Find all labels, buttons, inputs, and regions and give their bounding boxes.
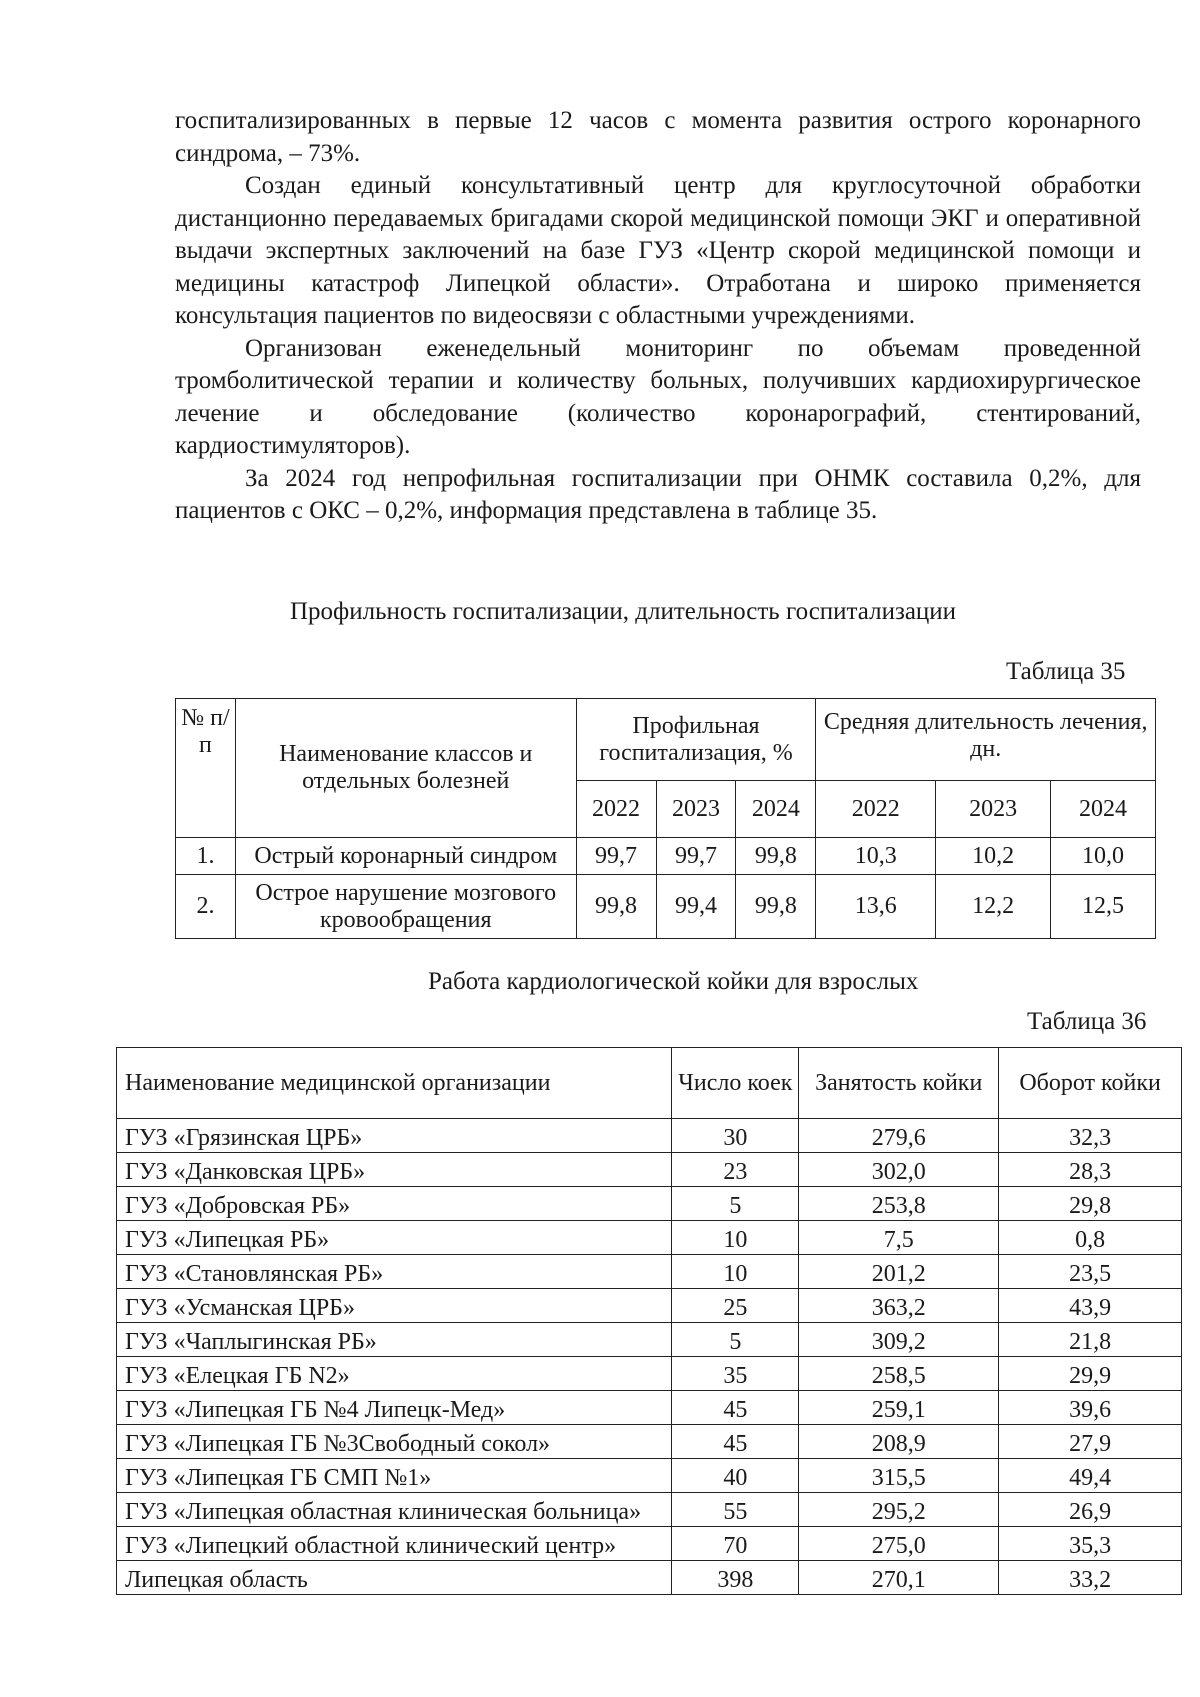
- table36-row: [117, 1255, 1182, 1289]
- table36-beds: 5: [672, 1323, 799, 1357]
- table36-occupancy: 363,2: [799, 1289, 999, 1323]
- table35-cell: 10,3: [816, 838, 936, 875]
- table36-beds: 35: [672, 1357, 799, 1391]
- table36-beds: 45: [672, 1391, 799, 1425]
- table36-occupancy: 201,2: [799, 1255, 999, 1289]
- table36-turnover: 23,5: [999, 1255, 1182, 1289]
- table36-org-name: ГУЗ «Липецкая ГБ №4 Липецк-Мед»: [117, 1391, 672, 1425]
- table35-year: 2024: [1051, 781, 1156, 838]
- table36-title: Работа кардиологической койки для взрослых: [428, 968, 919, 995]
- table35-row: [176, 875, 1156, 939]
- table36-turnover: 32,3: [999, 1119, 1182, 1153]
- table36-row: [117, 1527, 1182, 1561]
- table35-col-group-profile: Профильная госпитализация, %: [576, 699, 816, 781]
- table35-col-num: № п/п: [176, 699, 236, 838]
- table35-row-name: Острое нарушение мозгового кровообращения: [235, 875, 576, 939]
- table35-year: 2024: [736, 781, 816, 838]
- paragraph-3: Организован еженедельный мониторинг по объемам проведенной тромболитической терапии и количеству больных, получивших кардиохирургическое лечение и обследование (количество коронарографий, стентирований, кардиостимуляторов).: [175, 334, 1141, 459]
- table35-cell: 12,5: [1051, 875, 1156, 939]
- table36-row: [117, 1289, 1182, 1323]
- table36-org-name: Липецкая область: [117, 1561, 672, 1595]
- table36-turnover: 0,8: [999, 1221, 1182, 1255]
- table36-occupancy: 259,1: [799, 1391, 999, 1425]
- table35-label: Таблица 35: [1006, 658, 1126, 685]
- table36-row: [117, 1187, 1182, 1221]
- table36-row: [117, 1357, 1182, 1391]
- table36-occupancy: 309,2: [799, 1323, 999, 1357]
- table36-occupancy: 253,8: [799, 1187, 999, 1221]
- table36-header-beds: Число коек: [672, 1048, 799, 1119]
- table36-beds: 30: [672, 1119, 799, 1153]
- table36-org-name: ГУЗ «Данковская ЦРБ»: [117, 1153, 672, 1187]
- table36-header-turnover: Оборот койки: [999, 1048, 1182, 1119]
- table36-occupancy: 7,5: [799, 1221, 999, 1255]
- table36-org-name: ГУЗ «Чаплыгинская РБ»: [117, 1323, 672, 1357]
- table36-header-org: Наименование медицинской организации: [117, 1048, 672, 1119]
- table36-row: [117, 1153, 1182, 1187]
- table35-cell: 99,7: [576, 838, 656, 875]
- table36-header-row: [117, 1048, 1182, 1119]
- table36-org-name: ГУЗ «Добровская РБ»: [117, 1187, 672, 1221]
- table35-year: 2022: [816, 781, 936, 838]
- table36-turnover: 28,3: [999, 1153, 1182, 1187]
- table36-body: [117, 1048, 1182, 1595]
- table36-beds: 45: [672, 1425, 799, 1459]
- table36-row: [117, 1221, 1182, 1255]
- table36-org-name: ГУЗ «Липецкий областной клинический центр»: [117, 1527, 672, 1561]
- table36-beds: 25: [672, 1289, 799, 1323]
- table36-row: [117, 1119, 1182, 1153]
- table36-beds: 55: [672, 1493, 799, 1527]
- table36-occupancy: 258,5: [799, 1357, 999, 1391]
- table35-cell: 99,7: [656, 838, 736, 875]
- body-text: [175, 105, 1141, 528]
- table36-turnover: 43,9: [999, 1289, 1182, 1323]
- table36-org-name: ГУЗ «Липецкая областная клиническая больница»: [117, 1493, 672, 1527]
- table36-beds: 398: [672, 1561, 799, 1595]
- paragraph-4: За 2024 год непрофильная госпитализации при ОНМК составила 0,2%, для пациентов с ОКС – 0,2%, информация представлена в таблице 35.: [175, 464, 1141, 524]
- table36-turnover: 21,8: [999, 1323, 1182, 1357]
- table36-turnover: 39,6: [999, 1391, 1182, 1425]
- table35-year: 2023: [936, 781, 1051, 838]
- table36-org-name: ГУЗ «Становлянская РБ»: [117, 1255, 672, 1289]
- table36-turnover: 29,8: [999, 1187, 1182, 1221]
- table35-cell: 10,0: [1051, 838, 1156, 875]
- table36-org-name: ГУЗ «Липецкая РБ»: [117, 1221, 672, 1255]
- paragraph-2: Создан единый консультативный центр для круглосуточной обработки дистанционно передаваемых бригадами скорой медицинской помощи ЭКГ и оперативной выдачи экспертных заключений на базе ГУЗ «Центр скорой медицинской помощи и медицины катастроф Липецкой области». Отработана и широко применяется консультация пациентов по видеосвязи с областными учреждениями.: [175, 172, 1141, 329]
- table35-year: 2023: [656, 781, 736, 838]
- table36-label: Таблица 36: [1027, 1008, 1147, 1035]
- table36-org-name: ГУЗ «Усманская ЦРБ»: [117, 1289, 672, 1323]
- table35-year: 2022: [576, 781, 656, 838]
- table36-beds: 40: [672, 1459, 799, 1493]
- table35-cell: 10,2: [936, 838, 1051, 875]
- table36-turnover: 49,4: [999, 1459, 1182, 1493]
- table36-org-name: ГУЗ «Липецкая ГБ №3Свободный сокол»: [117, 1425, 672, 1459]
- table35-cell: 13,6: [816, 875, 936, 939]
- table35-header-row: [176, 699, 1156, 781]
- table36-turnover: 26,9: [999, 1493, 1182, 1527]
- table36-row: [117, 1561, 1182, 1595]
- table36-beds: 23: [672, 1153, 799, 1187]
- table35-cell: 99,8: [736, 875, 816, 939]
- table35-col-name: Наименование классов и отдельных болезней: [235, 699, 576, 838]
- table36-org-name: ГУЗ «Грязинская ЦРБ»: [117, 1119, 672, 1153]
- table36-turnover: 35,3: [999, 1527, 1182, 1561]
- table36-org-name: ГУЗ «Елецкая ГБ N2»: [117, 1357, 672, 1391]
- table35-col-group-duration: Средняя длительность лечения, дн.: [816, 699, 1156, 781]
- table35-row-name: Острый коронарный синдром: [235, 838, 576, 875]
- table36-org-name: ГУЗ «Липецкая ГБ СМП №1»: [117, 1459, 672, 1493]
- table36-row: [117, 1323, 1182, 1357]
- table35-title: Профильность госпитализации, длительность госпитализации: [290, 598, 957, 625]
- table35-cell: 12,2: [936, 875, 1051, 939]
- table35-cell: 99,4: [656, 875, 736, 939]
- table36-beds: 70: [672, 1527, 799, 1561]
- table36-beds: 5: [672, 1187, 799, 1221]
- table36-turnover: 33,2: [999, 1561, 1182, 1595]
- table36-occupancy: 295,2: [799, 1493, 999, 1527]
- paragraph-1: госпитализированных в первые 12 часов с момента развития острого коронарного синдрома, – 73%.: [175, 107, 1141, 167]
- table36-header-occupancy: Занятость койки: [799, 1048, 999, 1119]
- table36-turnover: 29,9: [999, 1357, 1182, 1391]
- table-36: [116, 1047, 1182, 1595]
- table35-row-num: 2.: [176, 875, 236, 939]
- table36-row: [117, 1459, 1182, 1493]
- table36-occupancy: 279,6: [799, 1119, 999, 1153]
- table36-row: [117, 1425, 1182, 1459]
- table36-occupancy: 208,9: [799, 1425, 999, 1459]
- table36-row: [117, 1391, 1182, 1425]
- table36-beds: 10: [672, 1221, 799, 1255]
- table36-occupancy: 270,1: [799, 1561, 999, 1595]
- table36-occupancy: 302,0: [799, 1153, 999, 1187]
- table35-cell: 99,8: [736, 838, 816, 875]
- table36-beds: 10: [672, 1255, 799, 1289]
- table36-occupancy: 275,0: [799, 1527, 999, 1561]
- table36-occupancy: 315,5: [799, 1459, 999, 1493]
- table-35: [175, 698, 1156, 939]
- table35-row-num: 1.: [176, 838, 236, 875]
- table36-turnover: 27,9: [999, 1425, 1182, 1459]
- table35-cell: 99,8: [576, 875, 656, 939]
- table35-row: [176, 838, 1156, 875]
- table36-row: [117, 1493, 1182, 1527]
